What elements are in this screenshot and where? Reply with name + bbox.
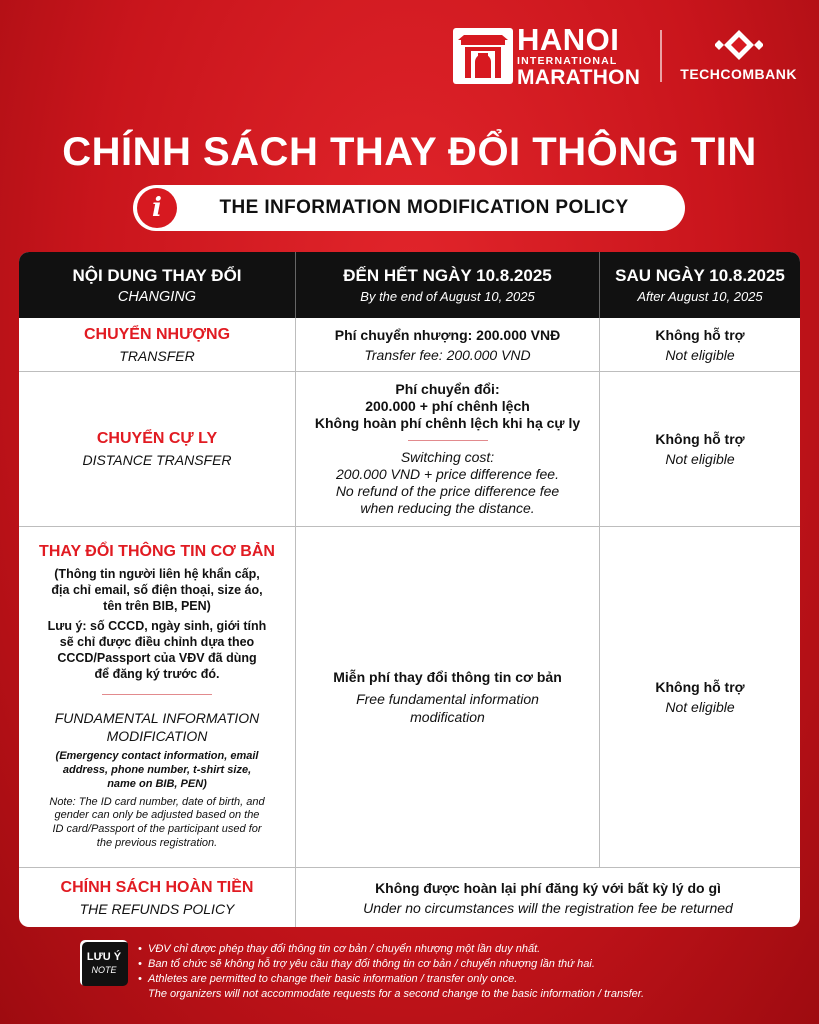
switching-cost-en-1: Switching cost: xyxy=(400,449,495,465)
detail-vi-1: (Thông tin người liên hệ khẩn cấp, xyxy=(54,567,260,582)
note-en-2: gender can only be adjusted based on the xyxy=(54,809,260,822)
col-before-vi: ĐẾN HẾT NGÀY 10.8.2025 xyxy=(343,266,552,285)
row-title-en: THE REFUNDS POLICY xyxy=(79,900,235,917)
not-eligible-en: Not eligible xyxy=(665,451,735,467)
free-modification-en-1: Free fundamental information xyxy=(356,691,539,707)
switching-cost-vi-2: 200.000 + phí chênh lệch xyxy=(365,398,530,414)
transfer-fee-vi: Phí chuyển nhượng: 200.000 VNĐ xyxy=(334,326,561,343)
policy-table xyxy=(19,252,800,927)
row-title-vi: THAY ĐỔI THÔNG TIN CƠ BẢN xyxy=(39,543,275,561)
detail-en-1: (Emergency contact information, email xyxy=(55,750,259,763)
row-title-en: DISTANCE TRANSFER xyxy=(82,452,232,468)
switching-cost-en-3: No refund of the price difference fee xyxy=(335,483,560,499)
hanoi-marathon-logo xyxy=(453,24,640,88)
row-title-en: TRANSFER xyxy=(119,347,195,364)
note-item-continuation: The organizers will not accommodate requests for a second change to the basic information / transfer. xyxy=(148,988,645,1000)
col-changing-vi: NỘI DUNG THAY ĐỔI xyxy=(72,265,242,285)
transfer-fee-en: Transfer fee: 200.000 VND xyxy=(364,346,531,363)
note-en-3: ID card/Passport of the participant used for xyxy=(52,823,262,836)
title-en-2: MODIFICATION xyxy=(106,728,208,745)
marathon-wordmark: MARATHON xyxy=(516,65,641,89)
table-row-fundamental-info xyxy=(19,527,800,867)
table-row-distance-transfer xyxy=(19,372,800,526)
header-logos xyxy=(453,24,797,88)
detail-en-3: name on BIB, PEN) xyxy=(107,777,207,790)
no-refund-en: Under no circumstances will the registration fee be returned xyxy=(363,899,733,916)
note-en-1: Note: The ID card number, date of birth, and xyxy=(49,795,265,808)
not-eligible-en: Not eligible xyxy=(665,699,735,715)
detail-en-2: address, phone number, t-shirt size, xyxy=(62,764,252,777)
free-modification-vi: Miễn phí thay đổi thông tin cơ bản xyxy=(333,669,562,685)
logo-divider xyxy=(660,30,662,82)
note-item: • Ban tổ chức sẽ không hỗ trợ yêu cầu thay đổi thông tin cơ bản / chuyển nhượng lần thứ hai. xyxy=(138,957,808,972)
international-wordmark: INTERNATIONAL xyxy=(516,55,618,67)
row-title-vi: CHUYỂN NHƯỢNG xyxy=(83,325,231,343)
no-refund-vi: Không được hoàn lại phí đăng ký với bất kỳ lý do gì xyxy=(375,879,721,896)
col-changing-en: CHANGING xyxy=(117,288,197,305)
note-vi-1: Lưu ý: số CCCD, ngày sinh, giới tính xyxy=(47,619,267,634)
title-en-1: FUNDAMENTAL INFORMATION xyxy=(54,710,260,727)
subtitle-text: THE INFORMATION MODIFICATION POLICY xyxy=(219,197,629,218)
table-row-transfer xyxy=(19,318,800,371)
divider xyxy=(408,440,488,441)
detail-vi-3: tên trên BIB, PEN) xyxy=(103,599,211,614)
techcombank-diamond-icon xyxy=(715,30,763,60)
subtitle-banner xyxy=(133,185,685,231)
divider xyxy=(102,694,212,695)
switching-cost-en-2: 200.000 VND + price difference fee. xyxy=(336,466,559,482)
note-list xyxy=(138,942,808,1002)
note-vi-2: sẽ chỉ được điều chỉnh dựa theo xyxy=(59,635,255,650)
not-eligible-vi: Không hỗ trợ xyxy=(655,431,745,447)
temple-gate-icon xyxy=(453,28,513,84)
col-before-en: By the end of August 10, 2025 xyxy=(360,289,535,304)
col-after-en: After August 10, 2025 xyxy=(637,289,763,304)
note-vi-4: để đăng ký trước đó. xyxy=(94,667,220,682)
detail-vi-2: địa chỉ email, số điện thoại, size áo, xyxy=(51,583,263,598)
switching-cost-en-4: when reducing the distance. xyxy=(360,500,535,516)
hanoi-wordmark: HANOI xyxy=(516,22,620,57)
note-badge xyxy=(80,940,128,986)
switching-cost-vi-1: Phí chuyển đổi: xyxy=(395,381,500,397)
col-after-vi: SAU NGÀY 10.8.2025 xyxy=(615,266,785,285)
not-eligible-vi: Không hỗ trợ xyxy=(655,679,745,695)
note-item: • VĐV chỉ được phép thay đổi thông tin cơ bản / chuyển nhượng một lần duy nhất. xyxy=(138,942,808,957)
techcombank-logo xyxy=(680,30,797,82)
info-icon: i xyxy=(137,188,177,228)
row-title-vi: CHUYỂN CỰ LY xyxy=(96,430,218,447)
note-badge-vi: LƯU Ý xyxy=(86,951,122,963)
table-row-refunds xyxy=(19,868,800,927)
switching-cost-vi-3: Không hoàn phí chênh lệch khi hạ cự ly xyxy=(314,415,581,431)
table-header xyxy=(19,252,800,318)
page-title: CHÍNH SÁCH THAY ĐỔI THÔNG TIN xyxy=(62,130,757,174)
note-item: • Athletes are permitted to change their basic information / transfer only once. xyxy=(138,972,808,987)
not-eligible-vi: Không hỗ trợ xyxy=(655,326,745,343)
note-vi-3: CCCD/Passport của VĐV đã dùng xyxy=(57,651,257,666)
techcombank-wordmark: TECHCOMBANK xyxy=(680,65,797,82)
row-title-vi: CHÍNH SÁCH HOÀN TIỀN xyxy=(60,878,254,896)
free-modification-en-2: modification xyxy=(410,709,485,725)
note-badge-en: NOTE xyxy=(91,965,117,975)
not-eligible-en: Not eligible xyxy=(665,346,735,363)
note-en-4: the previous registration. xyxy=(96,836,218,849)
